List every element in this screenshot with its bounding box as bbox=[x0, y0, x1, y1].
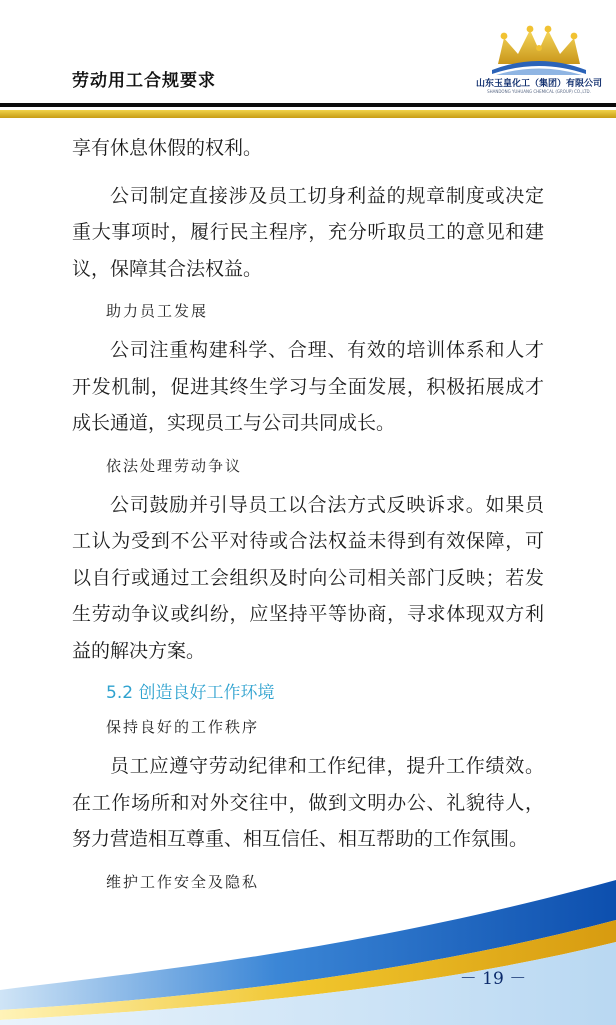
paragraph-work-discipline: 员工应遵守劳动纪律和工作纪律，提升工作绩效。在工作场所和对外交往中，做到文明办公、礼貌待人，努力营造相互尊重、相互信任、相互帮助的工作氛围。 bbox=[72, 755, 544, 850]
logo-company-name: 山东玉皇化工（集团）有限公司 bbox=[475, 79, 602, 89]
subheading-work-order: 保持良好的工作秩序 bbox=[106, 718, 260, 736]
section-heading-work-environment: 5.2 创造良好工作环境 bbox=[106, 683, 275, 703]
company-logo bbox=[474, 24, 604, 98]
paragraph-training-system: 公司注重构建科学、合理、有效的培训体系和人才开发机制，促进其终生学习与全面发展，积极拓展成才成长通道，实现员工与公司共同成长。 bbox=[72, 339, 544, 434]
header-divider-gold bbox=[0, 110, 616, 118]
document-body bbox=[72, 130, 544, 903]
header-divider-black bbox=[0, 103, 616, 107]
paragraph-democratic-procedure: 公司制定直接涉及员工切身利益的规章制度或决定重大事项时，履行民主程序，充分听取员工的意见和建议，保障其合法权益。 bbox=[72, 184, 544, 280]
subheading-employee-development: 助力员工发展 bbox=[106, 302, 209, 320]
subheading-safety-privacy: 维护工作安全及隐私 bbox=[106, 872, 260, 891]
subheading-labor-disputes: 依法处理劳动争议 bbox=[106, 456, 243, 475]
page-number: － 19 － bbox=[459, 969, 527, 989]
header-title: 劳动用工合规要求 bbox=[72, 71, 216, 91]
footer-wave-decoration bbox=[0, 880, 616, 1025]
paragraph-dispute-handling: 公司鼓励并引导员工以合法方式反映诉求。如果员工认为受到不公平对待或合法权益未得到有效保障，可以自行或通过工会组织及时向公司相关部门反映；若发生劳动争议或纠纷，应坚持平等协商，寻求体现双方利益的解决方案。 bbox=[72, 493, 544, 662]
logo-company-name-en: SHANDONG YUHUANG CHEMICAL (GROUP) CO.,LTD. bbox=[487, 89, 591, 94]
paragraph-rest-rights: 享有休息休假的权利。 bbox=[72, 137, 263, 159]
crown-icon bbox=[490, 24, 588, 76]
